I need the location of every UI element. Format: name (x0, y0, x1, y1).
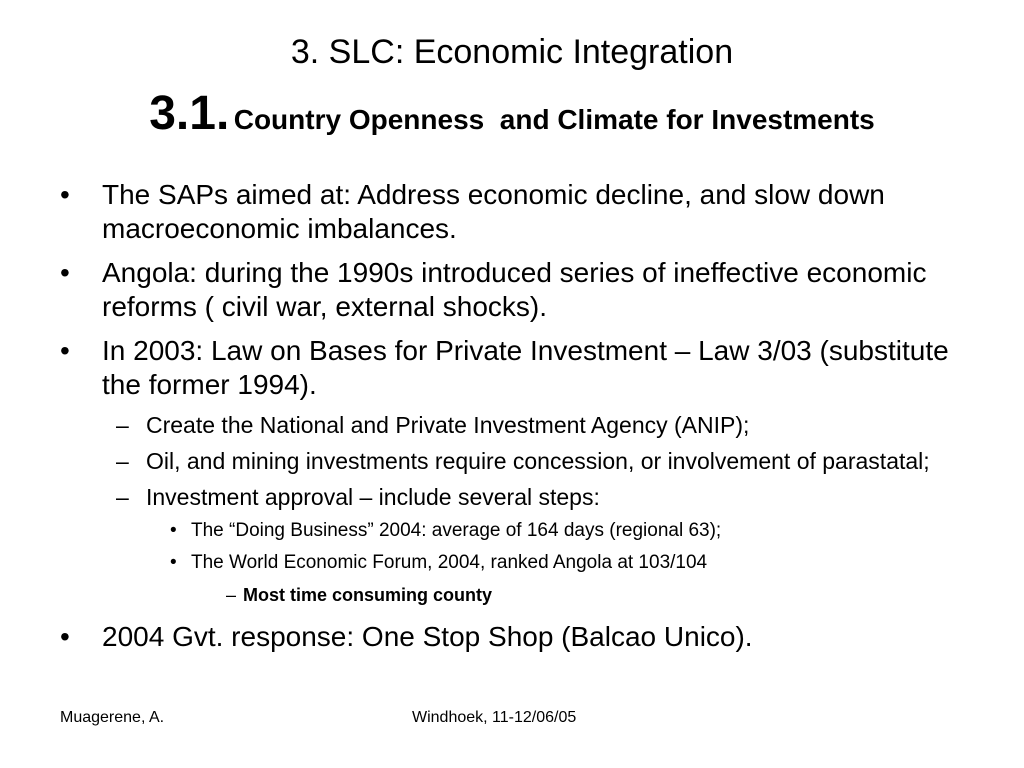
footer-place-date: Windhoek, 11-12/06/05 (412, 709, 577, 726)
sub-sub-bullet-text: The “Doing Business” 2004: average of 164 days (regional 63); (191, 520, 722, 541)
sub-sub-bullet-item (0, 552, 971, 574)
slide-title: 3. SLC: Economic Integration (290, 33, 734, 71)
bullet-marker: • (170, 552, 177, 573)
dash-marker: – (116, 484, 129, 510)
bullet-item (0, 620, 962, 654)
dash-marker: – (226, 585, 237, 605)
footer-author: Muagerene, A. (60, 709, 165, 726)
sub-bullet-text: Oil, and mining investments require concession, or involvement of parastatal; (146, 448, 930, 474)
bullet-item (0, 334, 962, 402)
sub-bullet-item (0, 448, 956, 475)
bullet-item (0, 178, 962, 246)
level4-bullet-item (0, 584, 943, 606)
sub-bullet-item (0, 412, 956, 439)
sub-bullet-text: Create the National and Private Investment Agency (ANIP); (146, 412, 750, 438)
bullet-text: In 2003: Law on Bases for Private Investment – Law 3/03 (substitute the former 1994). (102, 335, 949, 400)
bullet-marker: • (170, 520, 177, 541)
section-number: 3.1. (149, 87, 230, 140)
bullet-marker: • (60, 335, 70, 366)
bullet-list (0, 178, 1024, 664)
bullet-marker: • (60, 179, 70, 210)
slide-subtitle (0, 86, 1024, 141)
dash-marker: – (116, 412, 129, 438)
bullet-text: The SAPs aimed at: Address economic decline, and slow down macroeconomic imbalances. (102, 179, 885, 244)
sub-bullet-item (0, 484, 956, 511)
section-title: Country Openness and Climate for Investments (233, 104, 875, 135)
bullet-item (0, 256, 962, 324)
level4-bullet-text: Most time consuming county (243, 585, 493, 605)
sub-sub-bullet-text: The World Economic Forum, 2004, ranked Angola at 103/104 (191, 552, 708, 573)
sub-bullet-text: Investment approval – include several steps: (146, 484, 600, 510)
bullet-marker: • (60, 621, 70, 652)
bullet-text: 2004 Gvt. response: One Stop Shop (Balcao Unico). (102, 621, 753, 652)
sub-sub-bullet-item (0, 520, 971, 542)
bullet-marker: • (60, 257, 70, 288)
bullet-text: Angola: during the 1990s introduced series of ineffective economic reforms ( civil war, external shocks). (102, 257, 927, 322)
dash-marker: – (116, 448, 129, 474)
